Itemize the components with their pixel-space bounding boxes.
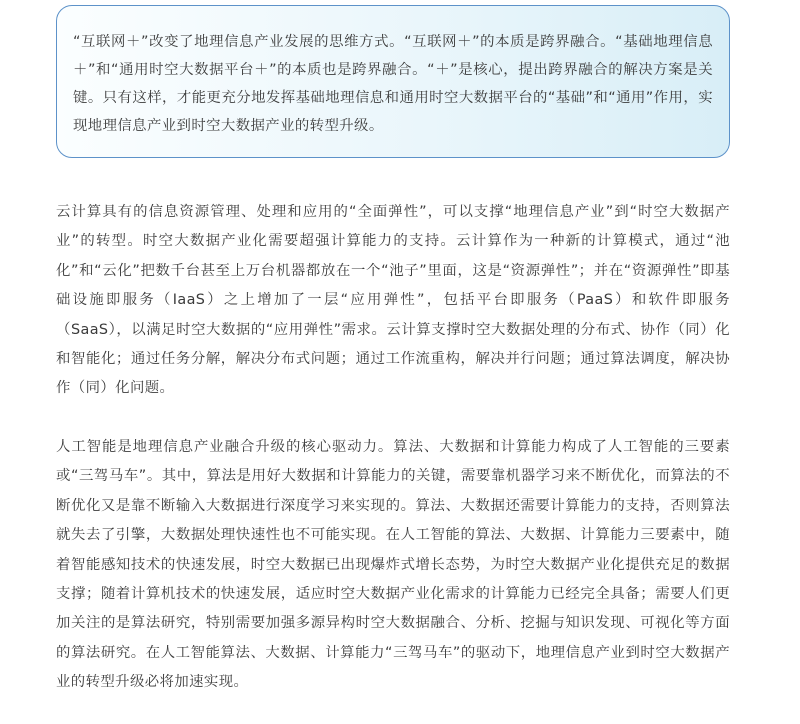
paragraph-artificial-intelligence: 人工智能是地理信息产业融合升级的核心驱动力。算法、大数据和计算能力构成了人工智能的三要素或“三驾马车”。其中，算法是用好大数据和计算能力的关键，需要靠机器学习来不断优化，而算法的不断优化又是靠不断输入大数据进行深度学习来实现的。算法、大数据还需要计算能力的支持，否则算法就失去了引擎，大数据处理快速性也不可能实现。在人工智能的算法、大数据、计算能力三要素中，随着智能感知技术的快速发展，时空大数据已出现爆炸式增长态势，为时空大数据产业化提供充足的数据支撑；随着计算机技术的快速发展，适应时空大数据产业化需求的计算能力已经完全具备；需要人们更加关注的是算法研究，特别需要加强多源异构时空大数据融合、分析、挖掘与知识发现、可视化等方面的算法研究。在人工智能算法、大数据、计算能力“三驾马车”的驱动下，地理信息产业到时空大数据产业的转型升级必将加速实现。	[56, 439, 730, 691]
callout-text: “互联网＋”改变了地理信息产业发展的思维方式。“互联网＋”的本质是跨界融合。“基础地理信息＋”和“通用时空大数据平台＋”的本质也是跨界融合。“＋”是核心，提出跨界融合的解决方案是关键。只有这样，才能更充分地发挥基础地理信息和通用时空大数据平台的“基础”和“通用”作用，实现地理信息产业到时空大数据产业的转型升级。	[73, 34, 713, 134]
paragraph-cloud-computing: 云计算具有的信息资源管理、处理和应用的“全面弹性”，可以支撑“地理信息产业”到“时空大数据产业”的转型。时空大数据产业化需要超强计算能力的支持。云计算作为一种新的计算模式，通过“池化”和“云化”把数千台甚至上万台机器都放在一个“池子”里面，这是“资源弹性”；并在“资源弹性”即基础设施即服务（IaaS）之上增加了一层“应用弹性”，包括平台即服务（PaaS）和软件即服务（SaaS），以满足时空大数据的“应用弹性”需求。云计算支撑时空大数据处理的分布式、协作（同）化和智能化；通过任务分解，解决分布式问题；通过工作流重构，解决并行问题；通过算法调度，解决协作（同）化问题。	[56, 204, 730, 397]
quote-callout-box	[56, 5, 730, 158]
